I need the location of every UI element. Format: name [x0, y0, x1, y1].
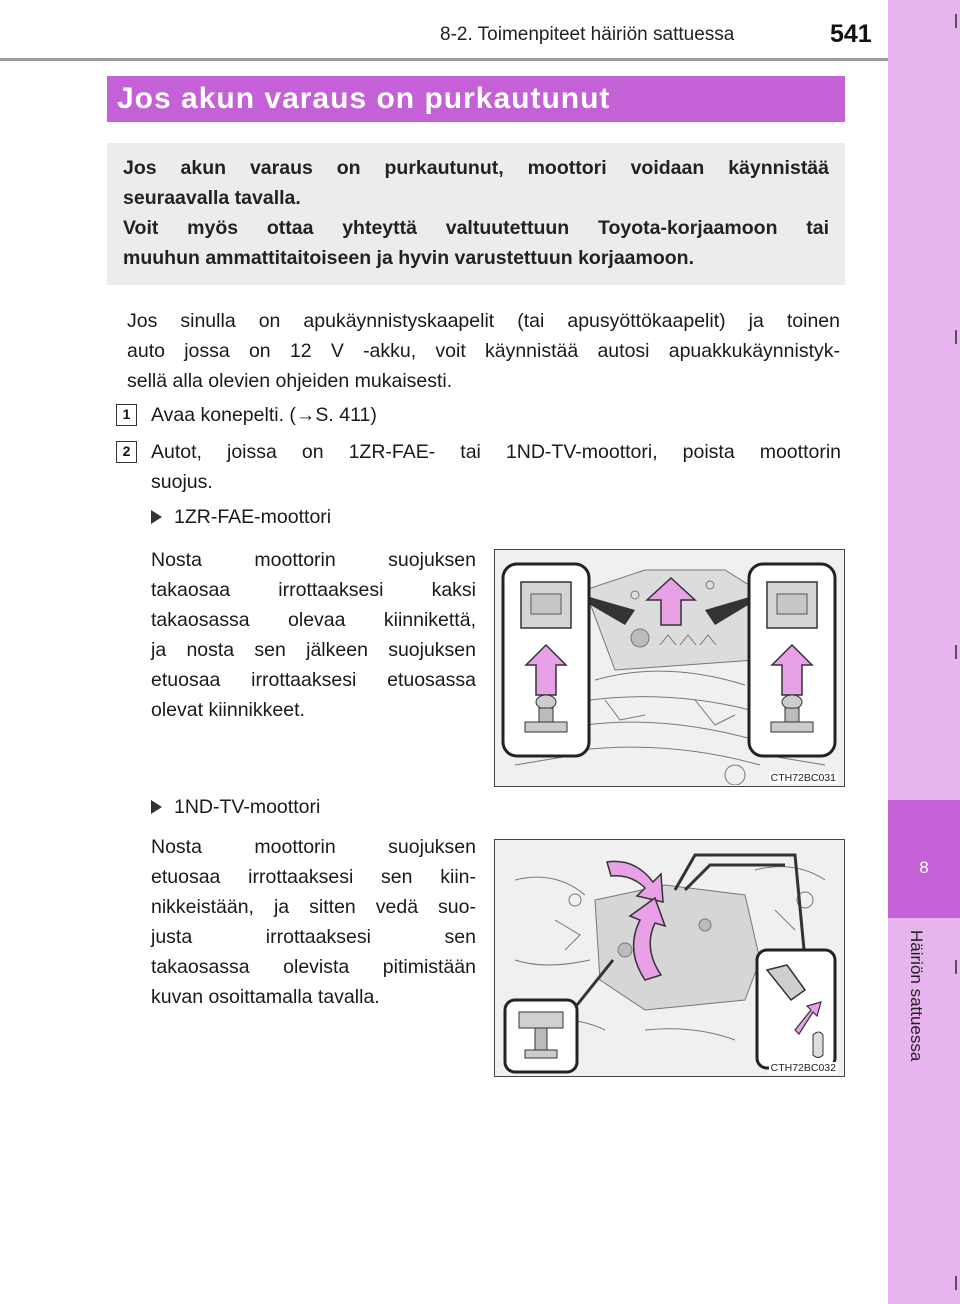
description-line: etuosaa irrottaaksesi sen kiin- [151, 866, 476, 888]
page-number: 541 [830, 20, 872, 48]
page-heading: Jos akun varaus on purkautunut [107, 76, 845, 122]
body-paragraph [127, 306, 840, 396]
intro-line: muuhun ammattitaitoiseen ja hyvin varustettuun korjaamoon. [123, 247, 695, 269]
description-line: takaosassa olevista pitimistään [151, 956, 476, 978]
engine-illustration [495, 840, 843, 1075]
crop-mark [955, 1276, 957, 1290]
intro-line: Jos akun varaus on purkautunut, moottori voidaan käynnistää [123, 157, 829, 179]
description-line: kuvan osoittamalla tavalla. [151, 986, 380, 1008]
engine-heading-label: 1ND-TV-moottori [174, 796, 321, 818]
engine-figure-1zr [494, 549, 845, 787]
step-text [151, 437, 841, 497]
chapter-number: 8 [919, 858, 929, 877]
intro-line: seuraavalla tavalla. [123, 187, 301, 209]
body-line: Jos sinulla on apukäynnistyskaapelit (tai apusyöttökaapelit) ja toinen [127, 310, 840, 332]
description-line: etuosaa irrottaaksesi etuosassa [151, 669, 476, 691]
engine-heading [151, 506, 331, 529]
step-text [151, 400, 841, 430]
engine-heading-label: 1ZR-FAE-moottori [174, 506, 332, 528]
figure-code: CTH72BC032 [770, 1062, 836, 1074]
crop-mark [955, 645, 957, 659]
description-line: nikkeistään, ja sitten vedä suo- [151, 896, 476, 918]
body-line: auto jossa on 12 V -akku, voit käynnistää autosi apuakkukäynnistyk- [127, 340, 840, 362]
engine-illustration [495, 550, 843, 785]
bullet-triangle-icon [151, 800, 162, 814]
step-number-badge: 1 [116, 404, 137, 426]
bullet-triangle-icon [151, 510, 162, 524]
description-line: takaosassa olevaa kiinnikettä, [151, 609, 476, 631]
description-line: justa irrottaaksesi sen [151, 926, 476, 948]
description-line: Nosta moottorin suojuksen [151, 836, 476, 858]
description-line: ja nosta sen jälkeen suojuksen [151, 639, 476, 661]
crop-mark [955, 960, 957, 974]
engine-figure-1nd [494, 839, 845, 1077]
description-line: takaosaa irrottaaksesi kaksi [151, 579, 476, 601]
engine-description [151, 832, 476, 1012]
chapter-tab [888, 0, 960, 1304]
step-line: suojus. [151, 471, 213, 493]
figure-code: CTH72BC031 [770, 772, 836, 784]
chapter-label: Häiriön sattuessa [907, 930, 926, 1062]
step-line: Autot, joissa on 1ZR-FAE- tai 1ND-TV-moottori, poista moottorin [151, 441, 841, 463]
body-line: sellä alla olevien ohjeiden mukaisesti. [127, 370, 453, 392]
description-line: Nosta moottorin suojuksen [151, 549, 476, 571]
crop-mark [955, 14, 957, 28]
crop-mark [955, 330, 957, 344]
intro-line: Voit myös ottaa yhteyttä valtuutettuun Toyota-korjaamoon tai [123, 217, 829, 239]
engine-heading [151, 796, 320, 819]
step-line: Avaa konepelti. (→S. 411) [151, 404, 377, 426]
header-divider [0, 58, 888, 61]
intro-box [107, 143, 845, 285]
engine-description [151, 545, 476, 725]
step-number-badge: 2 [116, 441, 137, 463]
description-line: olevat kiinnikkeet. [151, 699, 305, 721]
section-title: 8-2. Toimenpiteet häiriön sattuessa [440, 24, 735, 45]
